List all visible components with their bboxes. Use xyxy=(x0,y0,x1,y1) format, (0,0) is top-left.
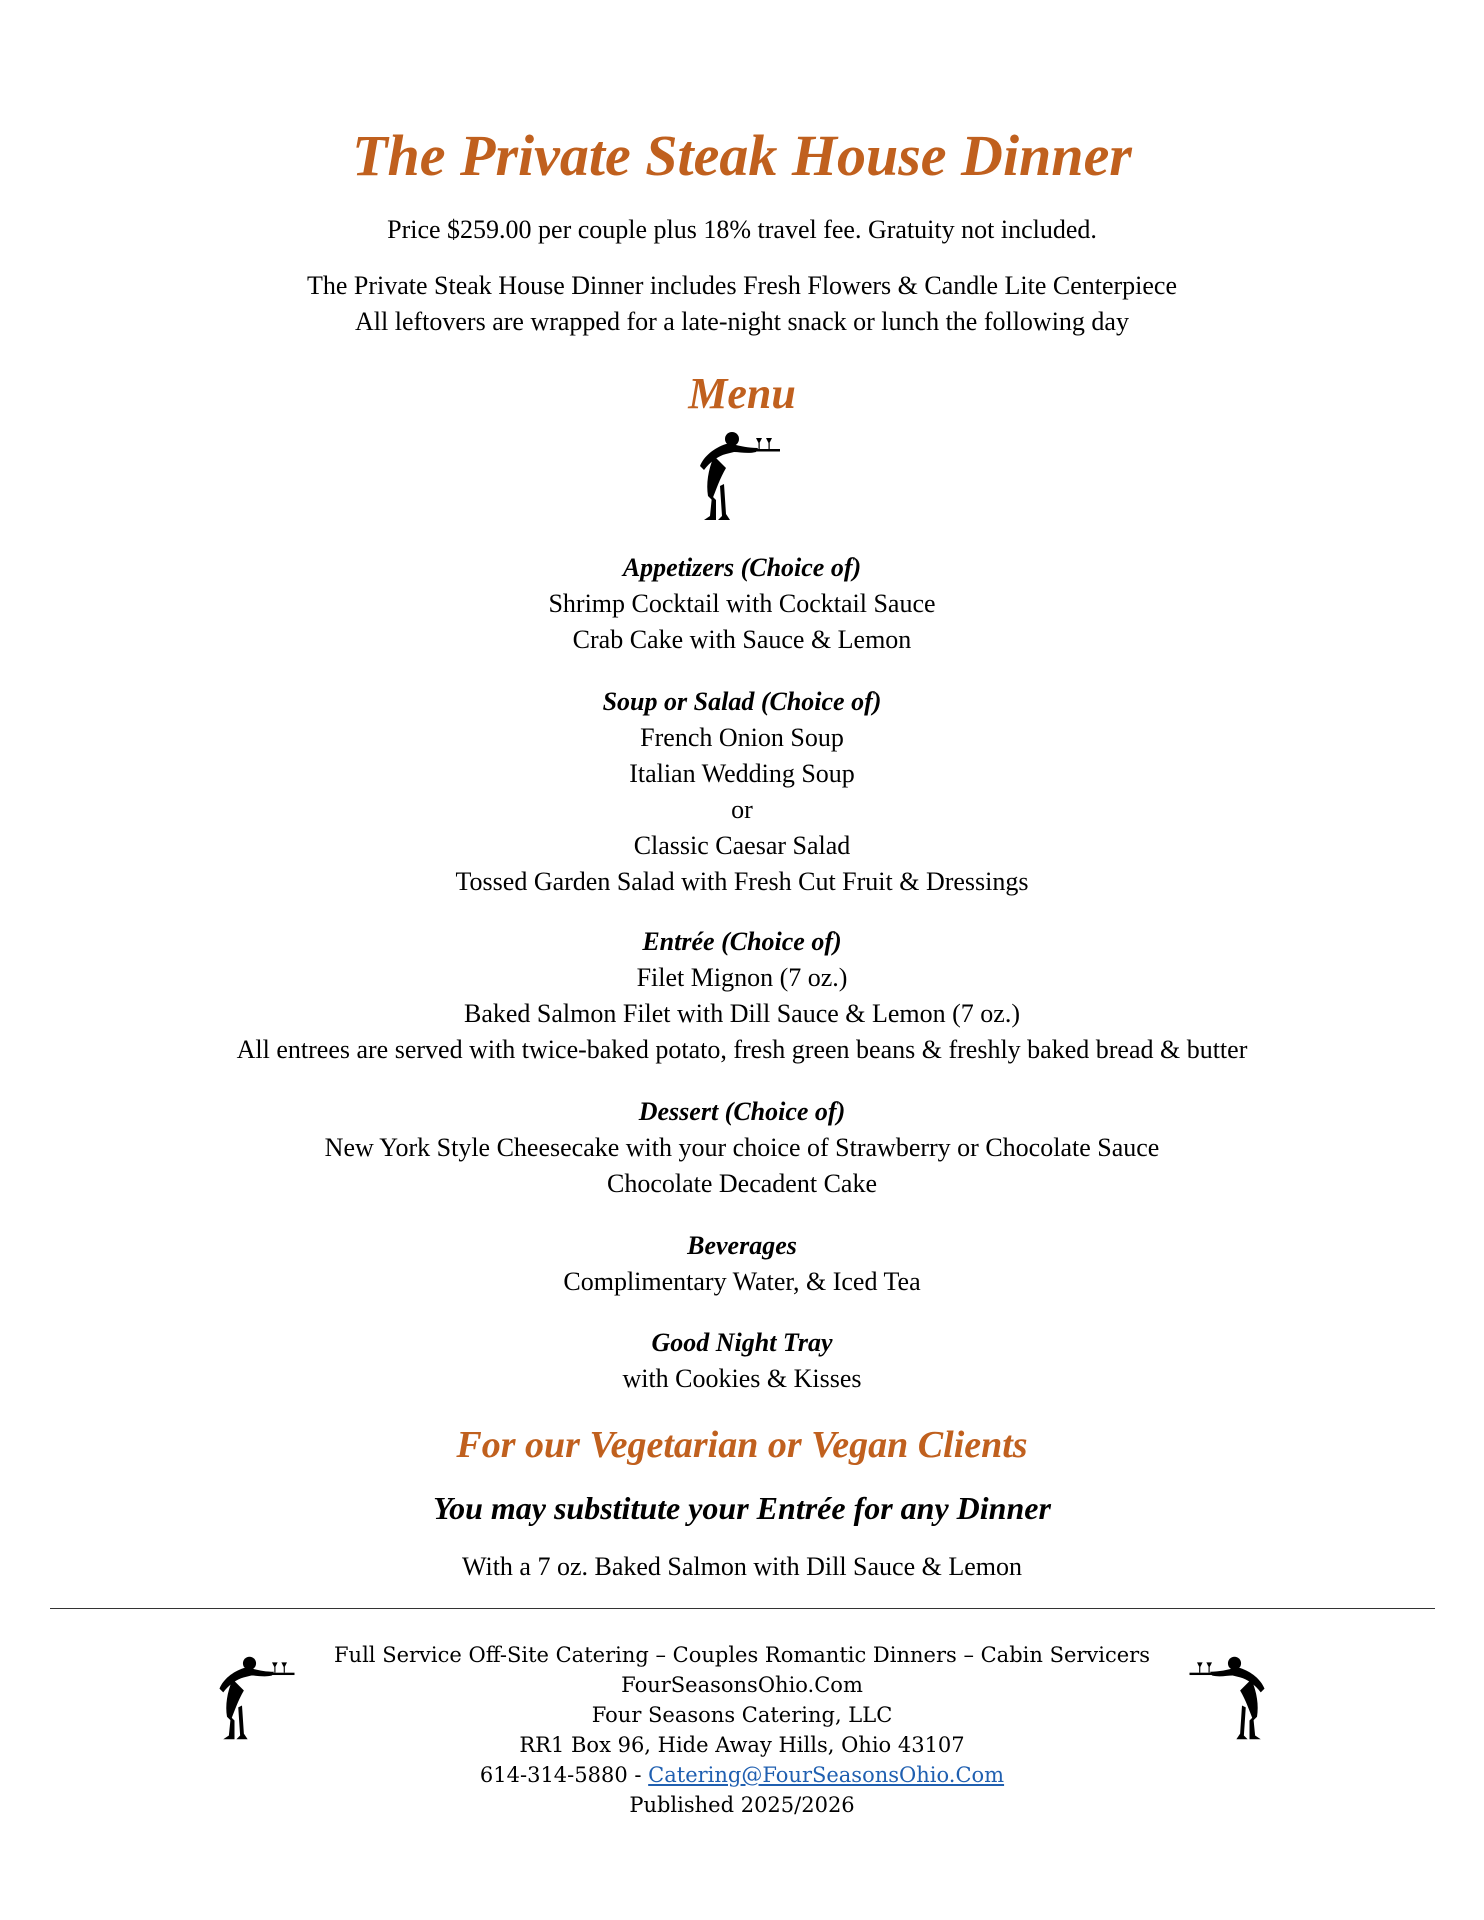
menu-item: All entrees are served with twice-baked potato, fresh green beans & freshly baked bread & butter xyxy=(236,1035,1248,1064)
includes-line: The Private Steak House Dinner includes Fresh Flowers & Candle Lite Centerpiece xyxy=(306,271,1178,300)
footer xyxy=(0,1640,1484,1820)
menu-item: Classic Caesar Salad xyxy=(633,831,851,860)
menu-section-appetizers xyxy=(0,550,1484,658)
menu-item: with Cookies & Kisses xyxy=(622,1364,862,1393)
menu-item: French Onion Soup xyxy=(640,723,844,752)
menu-section-entree xyxy=(0,924,1484,1068)
footer-email-link[interactable]: Catering@FourSeasonsOhio.Com xyxy=(648,1763,1005,1787)
waiter-icon xyxy=(692,430,788,522)
vegetarian-subheading: You may substitute your Entrée for any Dinner xyxy=(433,1490,1051,1526)
footer-services: Full Service Off-Site Catering – Couples Romantic Dinners – Cabin Servicers xyxy=(333,1643,1151,1667)
section-heading: Soup or Salad (Choice of) xyxy=(602,687,882,716)
menu-item: Baked Salmon Filet with Dill Sauce & Lemon (7 oz.) xyxy=(463,999,1021,1028)
footer-company: Four Seasons Catering, LLC xyxy=(591,1703,893,1727)
menu-item: Tossed Garden Salad with Fresh Cut Fruit & Dressings xyxy=(455,867,1029,896)
leftovers-line: All leftovers are wrapped for a late-night snack or lunch the following day xyxy=(355,307,1129,336)
menu-section-beverages xyxy=(0,1228,1484,1300)
footer-phone: 614-314-5880 xyxy=(479,1763,628,1787)
footer-address: RR1 Box 96, Hide Away Hills, Ohio 43107 xyxy=(519,1733,965,1757)
menu-item: Chocolate Decadent Cake xyxy=(607,1169,877,1198)
divider xyxy=(50,1608,1435,1609)
menu-item: Shrimp Cocktail with Cocktail Sauce xyxy=(548,589,936,618)
section-heading: Entrée (Choice of) xyxy=(642,927,842,956)
footer-contact xyxy=(0,1760,1484,1790)
price-line: Price $259.00 per couple plus 18% travel fee. Gratuity not included. xyxy=(387,215,1097,244)
menu-item: Complimentary Water, & Iced Tea xyxy=(563,1267,921,1296)
footer-website: FourSeasonsOhio.Com xyxy=(621,1673,863,1697)
section-heading: Good Night Tray xyxy=(651,1328,833,1357)
menu-section-dessert xyxy=(0,1094,1484,1202)
menu-item: Italian Wedding Soup xyxy=(629,759,855,788)
menu-heading: Menu xyxy=(688,369,796,418)
footer-separator: - xyxy=(627,1763,649,1787)
menu-section-good-night-tray xyxy=(0,1325,1484,1397)
vegetarian-heading: For our Vegetarian or Vegan Clients xyxy=(456,1424,1028,1466)
menu-item: Filet Mignon (7 oz.) xyxy=(636,963,848,992)
menu-item: or xyxy=(731,795,753,824)
section-heading: Dessert (Choice of) xyxy=(638,1097,846,1126)
page-title: The Private Steak House Dinner xyxy=(352,123,1132,188)
footer-published: Published 2025/2026 xyxy=(629,1793,855,1817)
vegetarian-line: With a 7 oz. Baked Salmon with Dill Sauce & Lemon xyxy=(461,1552,1022,1581)
menu-item: Crab Cake with Sauce & Lemon xyxy=(572,625,912,654)
menu-item: New York Style Cheesecake with your choice of Strawberry or Chocolate Sauce xyxy=(324,1133,1160,1162)
section-heading: Beverages xyxy=(687,1231,797,1260)
menu-section-soup-salad xyxy=(0,684,1484,900)
section-heading: Appetizers (Choice of) xyxy=(622,553,862,582)
